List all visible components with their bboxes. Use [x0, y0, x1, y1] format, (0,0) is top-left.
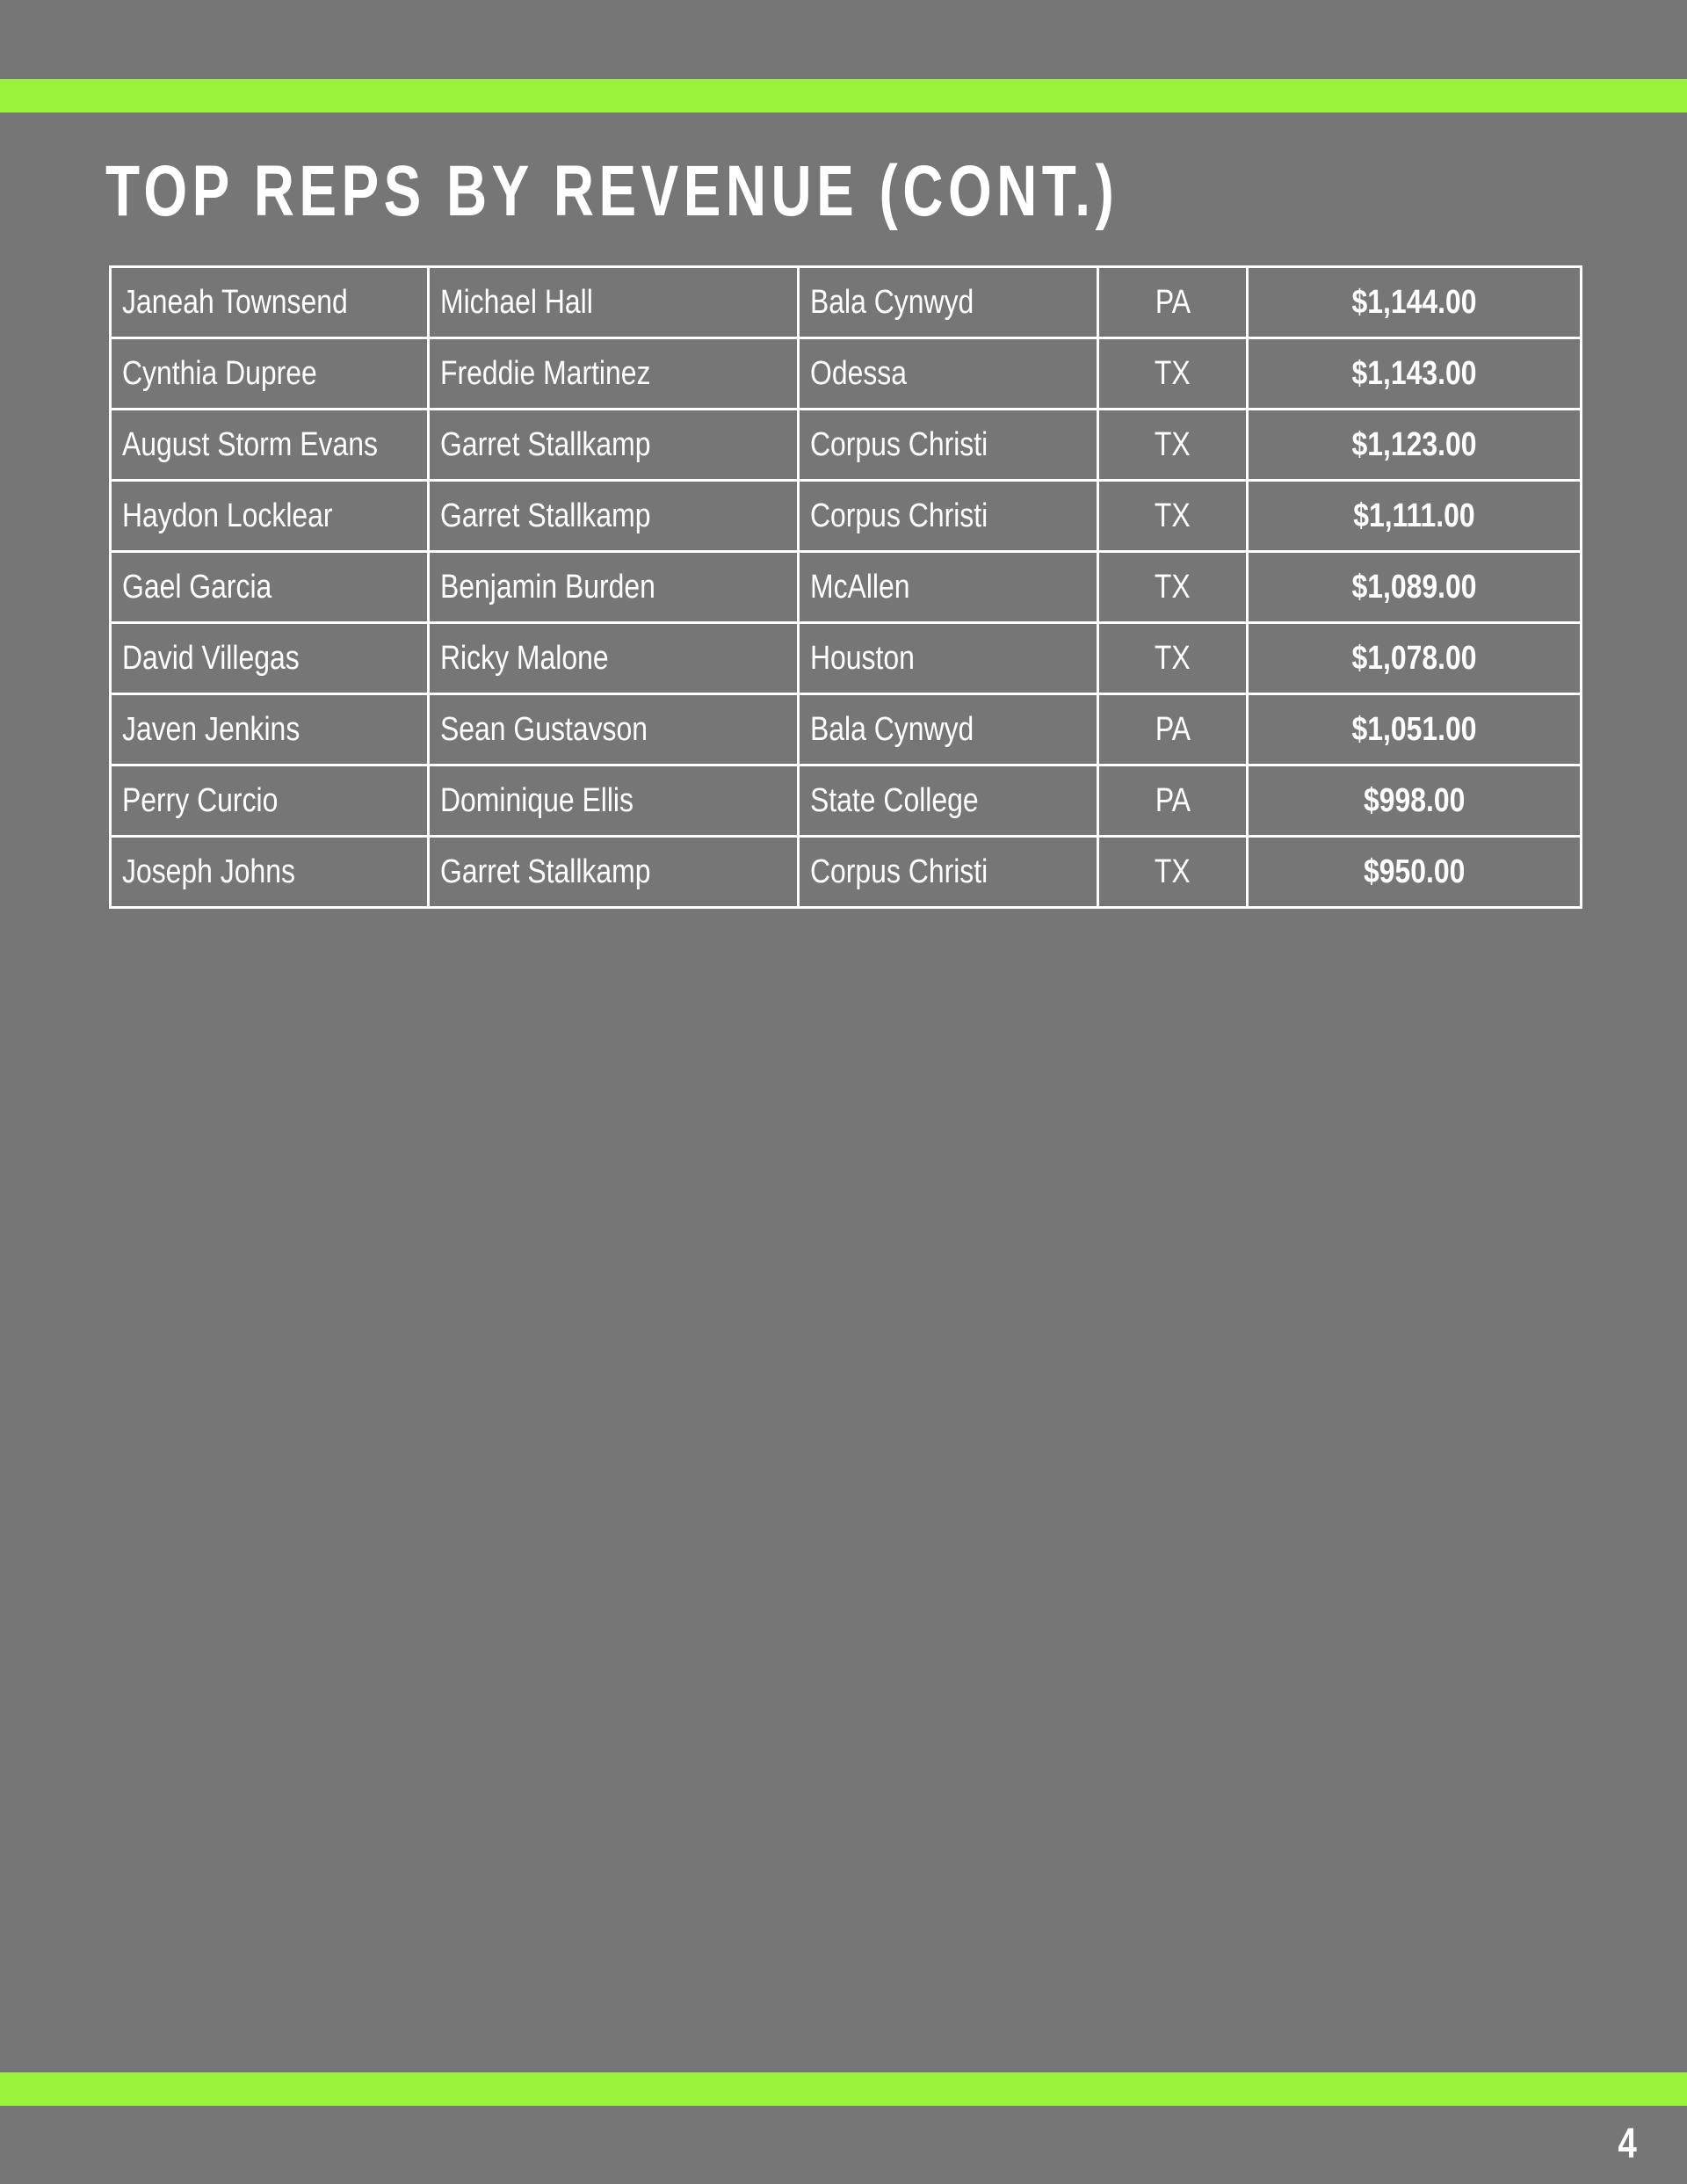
rep-cell: David Villegas	[111, 623, 429, 694]
city-cell: Corpus Christi	[799, 410, 1098, 481]
rep-cell: August Storm Evans	[111, 410, 429, 481]
state-cell: TX	[1098, 338, 1248, 410]
rep-cell: Javen Jenkins	[111, 694, 429, 765]
table-row	[111, 267, 1582, 338]
manager-cell: Garret Stallkamp	[429, 837, 799, 908]
top-accent-bar	[0, 79, 1687, 112]
table-row	[111, 623, 1582, 694]
state-cell: PA	[1098, 694, 1248, 765]
city-cell: Corpus Christi	[799, 481, 1098, 552]
revenue-cell: $1,078.00	[1248, 623, 1582, 694]
manager-cell: Garret Stallkamp	[429, 410, 799, 481]
manager-cell: Michael Hall	[429, 267, 799, 338]
rep-cell: Janeah Townsend	[111, 267, 429, 338]
page-number: 4	[1618, 2121, 1637, 2167]
table-row	[111, 481, 1582, 552]
table-row	[111, 410, 1582, 481]
rep-cell: Perry Curcio	[111, 765, 429, 837]
rep-cell: Haydon Locklear	[111, 481, 429, 552]
table-row	[111, 765, 1582, 837]
reps-table	[109, 265, 1582, 909]
revenue-cell: $1,111.00	[1248, 481, 1582, 552]
table-row	[111, 837, 1582, 908]
city-cell: State College	[799, 765, 1098, 837]
page-title: TOP REPS BY REVENUE (CONT.)	[105, 151, 1119, 231]
state-cell: TX	[1098, 623, 1248, 694]
city-cell: Odessa	[799, 338, 1098, 410]
rep-cell: Joseph Johns	[111, 837, 429, 908]
manager-cell: Garret Stallkamp	[429, 481, 799, 552]
city-cell: Bala Cynwyd	[799, 267, 1098, 338]
state-cell: TX	[1098, 837, 1248, 908]
bottom-accent-bar	[0, 2072, 1687, 2106]
rep-cell: Cynthia Dupree	[111, 338, 429, 410]
manager-cell: Benjamin Burden	[429, 552, 799, 623]
table-row	[111, 552, 1582, 623]
table-row	[111, 338, 1582, 410]
revenue-cell: $1,123.00	[1248, 410, 1582, 481]
table-row	[111, 694, 1582, 765]
city-cell: Houston	[799, 623, 1098, 694]
city-cell: Bala Cynwyd	[799, 694, 1098, 765]
state-cell: PA	[1098, 267, 1248, 338]
manager-cell: Dominique Ellis	[429, 765, 799, 837]
revenue-cell: $1,051.00	[1248, 694, 1582, 765]
rep-cell: Gael Garcia	[111, 552, 429, 623]
state-cell: TX	[1098, 481, 1248, 552]
revenue-cell: $1,143.00	[1248, 338, 1582, 410]
state-cell: PA	[1098, 765, 1248, 837]
manager-cell: Freddie Martinez	[429, 338, 799, 410]
revenue-cell: $1,144.00	[1248, 267, 1582, 338]
revenue-cell: $998.00	[1248, 765, 1582, 837]
revenue-cell: $1,089.00	[1248, 552, 1582, 623]
revenue-cell: $950.00	[1248, 837, 1582, 908]
state-cell: TX	[1098, 410, 1248, 481]
city-cell: Corpus Christi	[799, 837, 1098, 908]
city-cell: McAllen	[799, 552, 1098, 623]
state-cell: TX	[1098, 552, 1248, 623]
manager-cell: Ricky Malone	[429, 623, 799, 694]
manager-cell: Sean Gustavson	[429, 694, 799, 765]
